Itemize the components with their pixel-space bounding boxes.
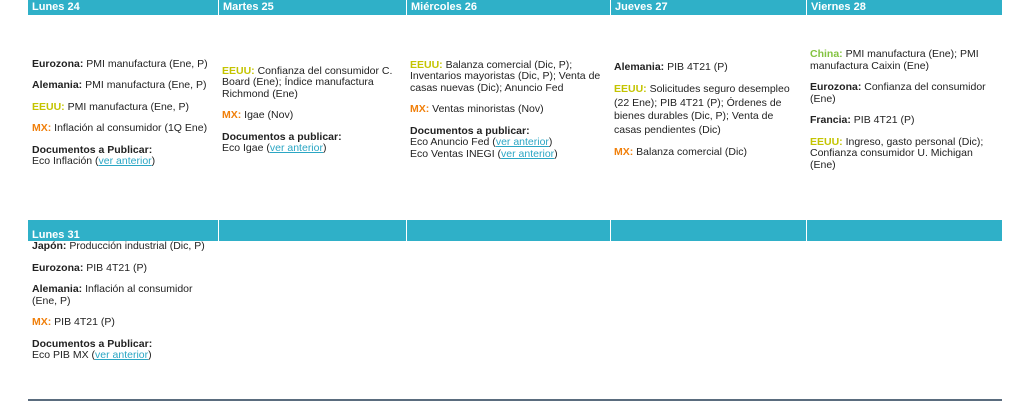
close-paren: ) xyxy=(151,155,156,167)
day-lunes-31 xyxy=(28,241,218,372)
event-mx-ventas xyxy=(410,104,606,116)
event-eurozona-pib xyxy=(32,263,214,275)
region-label: MX: xyxy=(614,146,634,158)
document-name: Eco Inflación ( xyxy=(32,155,99,167)
region-label: EEUU: xyxy=(222,64,255,77)
header-lunes-31: Lunes 31 xyxy=(28,220,218,241)
header-empty-cell xyxy=(806,220,1002,241)
header-miercoles-26: Miércoles 26 xyxy=(406,0,610,15)
event-text: Solicitudes seguro desempleo (22 Ene); PIB 4T21 (P); Órdenes de bienes durables (Dic, P); Venta de casas pendientes (Dic) xyxy=(614,83,790,136)
empty-day-cell xyxy=(406,241,610,372)
document-name: Eco Igae ( xyxy=(222,142,270,154)
document-line-2 xyxy=(410,149,606,161)
document-name: Eco Anuncio Fed ( xyxy=(410,136,496,149)
event-eeuu-solicitudes xyxy=(614,83,802,137)
region-label: Eurozona: xyxy=(810,81,862,93)
region-label: Japón: xyxy=(32,240,67,252)
documents-label: Documentos a Publicar: xyxy=(32,337,153,350)
event-text: Balanza comercial (Dic) xyxy=(633,146,748,158)
close-paren: ) xyxy=(548,136,553,149)
event-text: Balanza comercial (Dic, P); Inventarios mayoristas (Dic, P); Venta de casas nuevas (Dic); Anuncio Fed xyxy=(410,58,601,94)
region-label: MX: xyxy=(32,316,52,328)
documents-label: Documentos a publicar: xyxy=(410,124,530,137)
event-alemania-pib xyxy=(614,62,802,74)
event-china-pmi xyxy=(810,49,998,72)
region-label: Francia: xyxy=(810,114,851,126)
ver-anterior-link[interactable]: ver anterior xyxy=(98,155,152,167)
region-label: China: xyxy=(810,48,843,60)
header-viernes-28: Viernes 28 xyxy=(806,0,1002,15)
day-miercoles-26 xyxy=(406,15,610,215)
documents-to-publish xyxy=(410,126,606,161)
economic-calendar xyxy=(28,0,1002,372)
region-label: EEUU: xyxy=(32,100,65,113)
empty-day-cell xyxy=(610,241,806,372)
day-lunes-24 xyxy=(28,15,218,215)
event-eeuu-balanza xyxy=(410,60,606,95)
event-mx-balanza xyxy=(614,147,802,159)
week1-header-row xyxy=(28,0,1002,15)
empty-day-cell xyxy=(806,241,1002,372)
region-label: Eurozona: xyxy=(32,261,84,274)
region-label: Alemania: xyxy=(32,79,83,91)
event-text: PIB 4T21 (P) xyxy=(83,261,147,274)
event-text: Inflación al consumidor (Ene, P) xyxy=(32,283,193,307)
documents-to-publish xyxy=(32,145,214,168)
region-label: Alemania: xyxy=(32,283,83,295)
event-mx-pib xyxy=(32,317,214,329)
header-empty-cell xyxy=(406,220,610,241)
ver-anterior-link[interactable]: ver anterior xyxy=(269,142,323,154)
region-label: MX: xyxy=(222,109,242,121)
bottom-divider xyxy=(28,399,1002,401)
event-text: PIB 4T21 (P) xyxy=(850,114,915,126)
event-mx-inflacion xyxy=(32,123,214,135)
day-viernes-28 xyxy=(806,15,1002,215)
documents-label: Documentos a Publicar: xyxy=(32,143,153,156)
event-text: PIB 4T21 (P) xyxy=(51,316,115,328)
documents-to-publish xyxy=(32,339,214,362)
region-label: EEUU: xyxy=(810,135,843,148)
event-text: Ventas minoristas (Nov) xyxy=(429,103,544,116)
ver-anterior-link[interactable]: ver anterior xyxy=(95,349,149,361)
week1-content-row xyxy=(28,15,1002,215)
event-eurozona-pmi xyxy=(32,59,214,71)
event-text: Confianza del consumidor C. Board (Ene); Índice manufactura Richmond (Ene) xyxy=(222,64,393,100)
header-lunes-24: Lunes 24 xyxy=(32,1,80,13)
document-name: Eco PIB MX ( xyxy=(32,349,96,361)
ver-anterior-link[interactable]: ver anterior xyxy=(495,136,549,149)
event-alemania-inflacion xyxy=(32,284,214,307)
event-eeuu-ingreso xyxy=(810,137,998,172)
event-text: Inflación al consumidor (1Q Ene) xyxy=(51,122,208,134)
week2-content-row xyxy=(28,241,1002,372)
event-francia-pib xyxy=(810,115,998,127)
region-label: EEUU: xyxy=(410,58,443,71)
event-mx-igae xyxy=(222,110,402,122)
event-text: PMI manufactura (Ene, P) xyxy=(83,57,208,70)
ver-anterior-link[interactable]: ver anterior xyxy=(501,147,555,160)
header-martes-25: Martes 25 xyxy=(218,0,406,15)
event-japon-produccion xyxy=(32,241,214,253)
day-martes-25 xyxy=(218,15,406,215)
event-text: PIB 4T21 (P) xyxy=(664,60,728,73)
event-text: PMI manufactura (Ene); PMI manufactura Caixin (Ene) xyxy=(810,48,979,72)
region-label: Alemania: xyxy=(614,60,665,73)
close-paren: ) xyxy=(554,147,558,160)
region-label: EEUU: xyxy=(614,83,647,95)
event-text: PMI manufactura (Ene, P) xyxy=(64,100,189,113)
documents-label: Documentos a publicar: xyxy=(222,130,342,143)
event-text: Confianza del consumidor (Ene) xyxy=(810,81,986,105)
event-text: Igae (Nov) xyxy=(241,109,294,121)
week2-header-row xyxy=(28,220,1002,241)
event-eeuu-confianza xyxy=(222,66,402,101)
header-jueves-27: Jueves 27 xyxy=(610,0,806,15)
close-paren: ) xyxy=(148,349,152,361)
event-text: Ingreso, gasto personal (Dic); Confianza consumidor U. Michigan (Ene) xyxy=(810,135,984,171)
event-eurozona-confianza xyxy=(810,82,998,105)
region-label: Eurozona: xyxy=(32,57,84,70)
close-paren: ) xyxy=(322,142,327,154)
event-text: Producción industrial (Dic, P) xyxy=(66,240,205,252)
header-empty-cell xyxy=(218,220,406,241)
event-alemania-pmi xyxy=(32,80,214,92)
day-jueves-27 xyxy=(610,15,806,215)
document-name: Eco Ventas INEGI ( xyxy=(410,147,502,160)
region-label: MX: xyxy=(410,103,430,116)
region-label: MX: xyxy=(32,122,52,134)
event-text: PMI manufactura (Ene, P) xyxy=(82,79,207,91)
event-eeuu-pmi xyxy=(32,102,214,114)
header-empty-cell xyxy=(610,220,806,241)
documents-to-publish xyxy=(222,132,402,155)
empty-day-cell xyxy=(218,241,406,372)
